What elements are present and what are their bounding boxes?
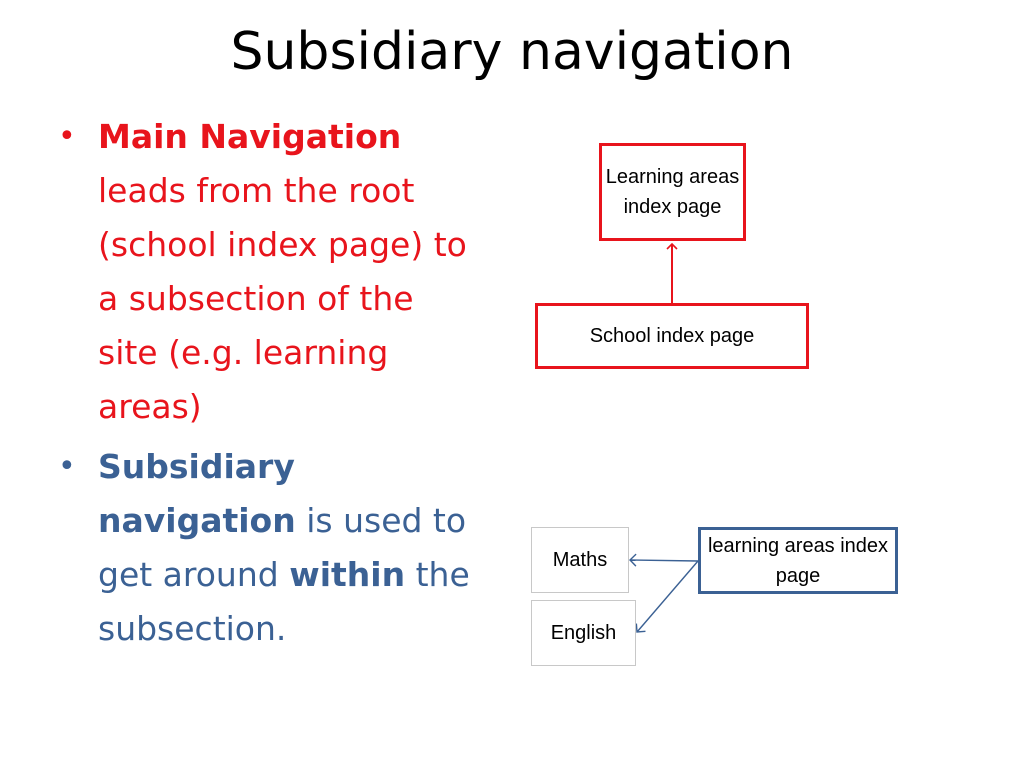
subsidiary-arrow-maths [630,560,698,561]
subsidiary-arrow-english [637,561,698,632]
english-box [531,600,636,666]
bullet-dot-icon: • [58,449,76,484]
within-term: within [289,555,406,594]
slide-title: Subsidiary navigation [230,22,794,82]
school-index-box [535,303,809,369]
maths-box [531,527,629,593]
maths-label: Maths [552,549,608,571]
subsidiary-navigation-term: Subsidiary navigation [98,447,296,540]
learning-areas-index-subsidiary-label: learning areas index page [707,534,889,587]
learning-areas-index-label: Learning areas index page [605,166,740,218]
subsidiary-navigation-description-end: the subsection. [98,555,470,648]
english-label: English [550,622,617,644]
bullet-dot-icon: • [58,119,76,154]
school-index-label: School index page [589,325,755,347]
main-navigation-term: Main Navigation [98,117,402,156]
learning-areas-index-box [599,143,746,241]
main-navigation-description: leads from the root (school index page) to a subsection of the site (e.g. learning areas) [98,171,467,426]
learning-areas-index-subsidiary-box [698,527,898,594]
subsidiary-navigation-description: is used to get around [98,501,467,594]
